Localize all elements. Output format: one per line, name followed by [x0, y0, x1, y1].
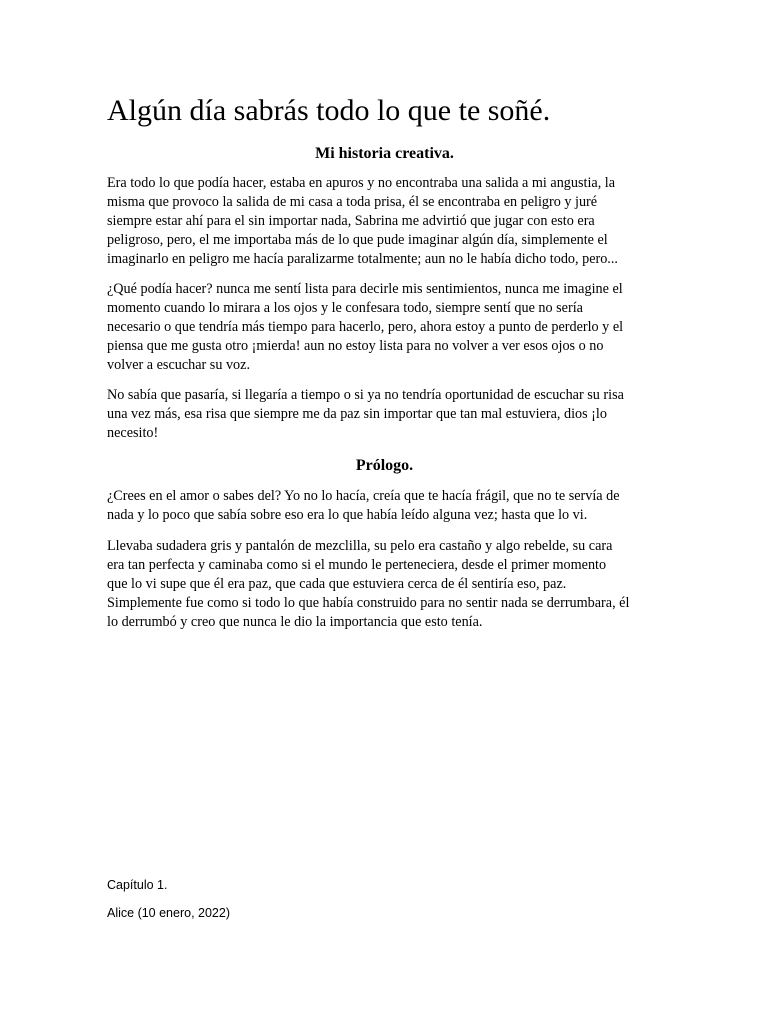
paragraph-5	[107, 537, 663, 632]
paragraph-line: ¿Crees en el amor o sabes del? Yo no lo hacía, creía que te hacía frágil, que no te servía de	[107, 488, 620, 504]
page-title: Algún día sabrás todo lo que te soñé.	[107, 94, 551, 127]
paragraph-line: lo derrumbó y creo que nunca le dio la importancia que esto tenía.	[107, 614, 483, 630]
paragraph-line: piensa que me gusta otro ¡mierda! aun no estoy lista para no volver a ver esos ojos o no	[107, 338, 604, 354]
paragraph-line: necesario o que tendría más tiempo para hacerlo, pero, ahora estoy a punto de perderlo y el	[107, 319, 624, 335]
paragraph-line: Simplemente fue como si todo lo que había construido para no sentir nada se derrumbara, él	[107, 595, 630, 611]
paragraph-line: momento cuando lo mirara a los ojos y le confesara todo, siempre sentí que no sería	[107, 300, 583, 316]
paragraph-line: que lo vi supe que él era paz, que cada que estuviera cerca de él sentiría eso, paz.	[107, 576, 567, 592]
paragraph-line: misma que provoco la salida de mi casa a toda prisa, él se encontraba en peligro y juré	[107, 194, 598, 210]
paragraph-1	[107, 174, 663, 269]
paragraph-4	[107, 487, 663, 525]
paragraph-line: peligroso, pero, el me importaba más de lo que pude imaginar algún día, simplemente el	[107, 232, 608, 248]
paragraph-3	[107, 386, 663, 443]
paragraph-line: era tan perfecta y caminaba como si el mundo le perteneciera, desde el primer momento	[107, 557, 607, 573]
paragraph-line: necesito!	[107, 425, 159, 441]
author-date: Alice (10 enero, 2022)	[107, 906, 230, 920]
paragraph-line: ¿Qué podía hacer? nunca me sentí lista para decirle mis sentimientos, nunca me imagine el	[107, 281, 623, 297]
paragraph-line: Era todo lo que podía hacer, estaba en apuros y no encontraba una salida a mi angustia, la	[107, 175, 616, 191]
paragraph-line: Llevaba sudadera gris y pantalón de mezclilla, su pelo era castaño y algo rebelde, su cara	[107, 538, 613, 554]
section-heading-prologo: Prólogo.	[355, 457, 414, 474]
paragraph-line: imaginarlo en peligro me hacía paralizarme totalmente; aun no le había dicho todo, pero...	[107, 251, 618, 267]
paragraph-line: siempre estar ahí para el sin importar nada, Sabrina me advirtió que jugar con esto era	[107, 213, 595, 229]
paragraph-line: nada y lo poco que sabía sobre eso era lo que había leído alguna vez; hasta que lo vi.	[107, 507, 588, 523]
chapter-label: Capítulo 1.	[107, 878, 168, 892]
section-heading-historia: Mi historia creativa.	[315, 145, 454, 162]
paragraph-line: una vez más, esa risa que siempre me da paz sin importar que tan mal estuviera, dios ¡lo	[107, 406, 607, 422]
paragraph-line: No sabía que pasaría, si llegaría a tiempo o si ya no tendría oportunidad de escuchar su risa	[107, 387, 624, 403]
paragraph-line: volver a escuchar su voz.	[107, 357, 250, 373]
paragraph-2	[107, 280, 663, 375]
